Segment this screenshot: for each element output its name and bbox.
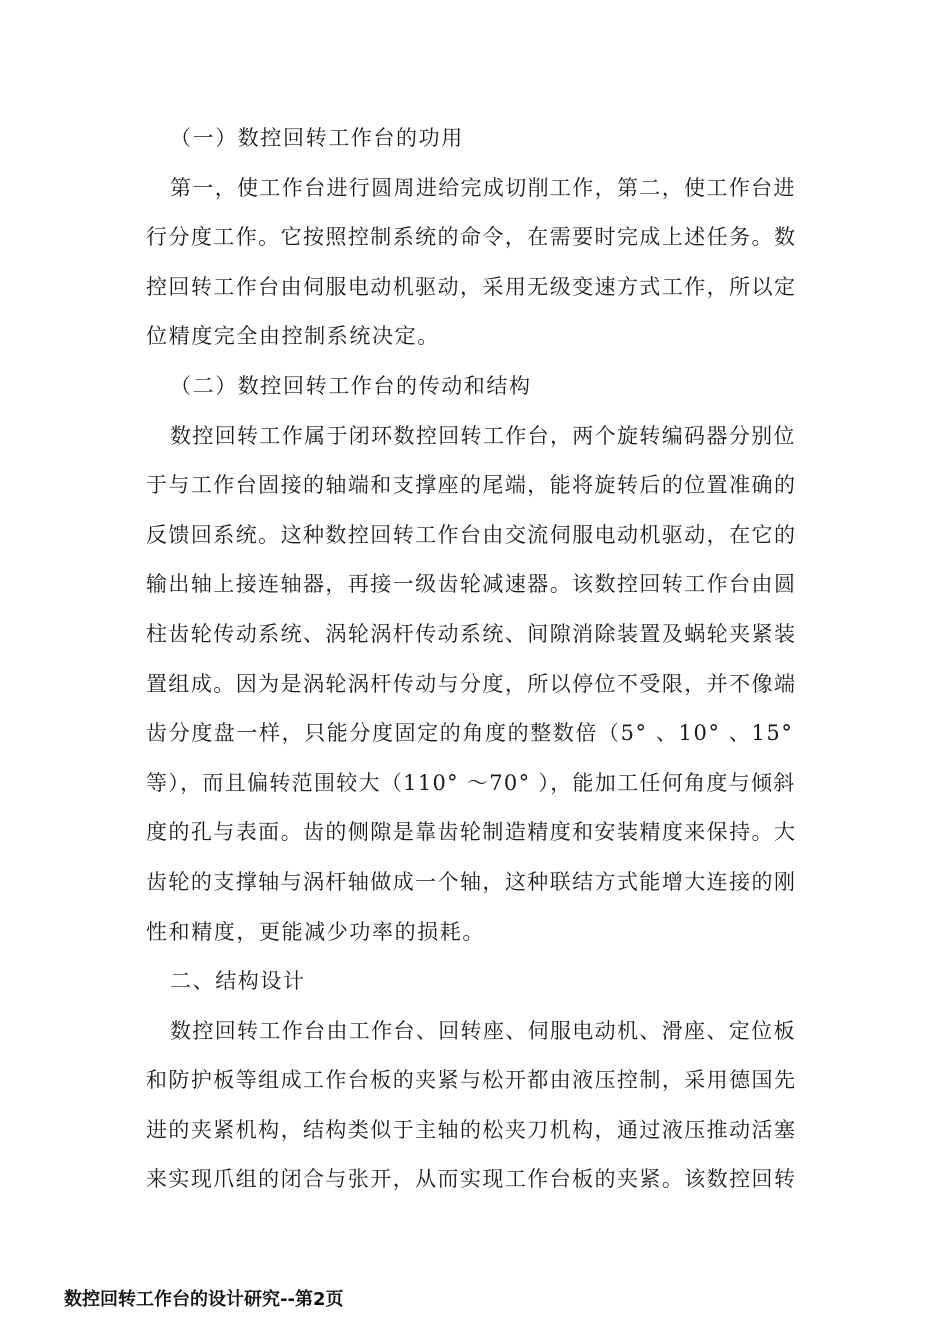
text-line: 来实现爪组的闭合与张开，从而实现工作台板的夹紧。该数控回转	[146, 1167, 797, 1192]
text-line: 性和精度，更能减少功率的损耗。	[146, 919, 485, 944]
text-line: 第一，使工作台进行圆周进给完成切削工作，第二，使工作台进	[170, 175, 796, 200]
text-line: 柱齿轮传动系统、涡轮涡杆传动系统、间隙消除装置及蜗轮夹紧装	[146, 621, 797, 646]
text-line: 齿分度盘一样，只能分度固定的角度的整数倍（5° 、10° 、15°	[146, 721, 794, 746]
text-line: 数控回转工作属于闭环数控回转工作台，两个旋转编码器分别位	[170, 423, 796, 448]
text-line: 行分度工作。它按照控制系统的命令，在需要时完成上述任务。数	[146, 225, 797, 250]
text-line: 反馈回系统。这种数控回转工作台由交流伺服电动机驱动，在它的	[146, 522, 797, 547]
text-line: 齿轮的支撑轴与涡杆轴做成一个轴，这种联结方式能增大连接的刚	[146, 869, 797, 894]
document-body	[146, 114, 796, 1205]
text-line: 进的夹紧机构，结构类似于主轴的松夹刀机构，通过液压推动活塞	[146, 1117, 797, 1142]
text-line: 输出轴上接连轴器，再接一级齿轮减速器。该数控回转工作台由圆	[146, 572, 797, 597]
text-line: 二、结构设计	[170, 969, 306, 994]
text-line: 置组成。因为是涡轮涡杆传动与分度，所以停位不受限，并不像端	[146, 671, 797, 696]
text-line: 和防护板等组成工作台板的夹紧与松开都由液压控制，采用德国先	[146, 1068, 797, 1093]
text-line: 控回转工作台由伺服电动机驱动，采用无级变速方式工作，所以定	[146, 274, 797, 299]
text-line: 位精度完全由控制系统决定。	[146, 324, 440, 349]
text-line: （二）数控回转工作台的传动和结构	[170, 373, 532, 398]
text-line: （一）数控回转工作台的功用	[170, 126, 464, 150]
page-footer: 数控回转工作台的设计研究--第2页	[64, 1289, 344, 1310]
text-line: 数控回转工作台由工作台、回转座、伺服电动机、滑座、定位板	[170, 1018, 796, 1043]
text-line: 度的孔与表面。齿的侧隙是靠齿轮制造精度和安装精度来保持。大	[146, 820, 797, 845]
text-line: 于与工作台固接的轴端和支撑座的尾端，能将旋转后的位置准确的	[146, 473, 797, 498]
text-line: 等），而且偏转范围较大（110° ～70° ），能加工任何角度与倾斜	[146, 770, 796, 795]
